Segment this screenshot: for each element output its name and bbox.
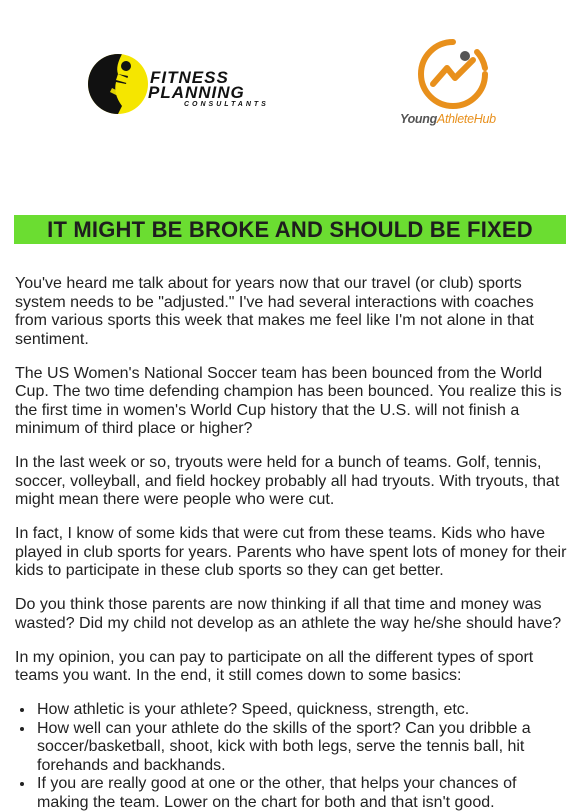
article-title: IT MIGHT BE BROKE AND SHOULD BE FIXED <box>47 217 533 242</box>
paragraph: The US Women's National Soccer team has been bounced from the World Cup. The two time defending champion has been bounced. You realize this is the first time in women's World Cup history that the U.S. will not finish a minimum of third place or higher? <box>15 364 562 437</box>
paragraph: Do you think those parents are now thinking if all that time and money was wasted? Did my child not develop as an athlete the way he/she should have? <box>15 596 562 632</box>
article-body <box>15 275 567 812</box>
yah-name-part1: Young <box>400 112 437 126</box>
fpc-wordmark <box>150 70 269 109</box>
yah-name-part2: AthleteHub <box>436 112 496 126</box>
list-item: • How athletic is your athlete? Speed, quickness, strength, etc. <box>35 701 567 720</box>
athlete-swoosh-icon <box>417 38 489 115</box>
list-item: • How well can your athlete do the skills of the sport? Can you dribble a soccer/basketball, shoot, kick with both legs, serve the tennis ball, hit forehands and backhands. <box>35 720 567 776</box>
fpc-line1: FITNESS <box>150 68 229 87</box>
article-title-bar <box>14 215 566 244</box>
young-athlete-hub-logo[interactable] <box>400 38 510 133</box>
paragraph: In the last week or so, tryouts were held for a bunch of teams. Golf, tennis, soccer, volleyball, and field hockey probably all had tryouts. With tryouts, that might mean there were people who were cut. <box>15 454 560 508</box>
email-header <box>0 0 580 150</box>
paragraph: You've heard me talk about for years now that our travel (or club) sports system needs to be "adjusted." I've had several interactions with coaches from various sports this week that makes me feel like I'm not alone in that sentiment. <box>15 275 534 348</box>
paragraph: In my opinion, you can pay to participate on all the different types of sport teams you want. In the end, it still comes down to some basics: <box>15 648 534 684</box>
runner-icon <box>88 54 148 114</box>
paragraph: In fact, I know of some kids that were cut from these teams. Kids who have played in club sports for years. Parents who have spent lots of money for their kids to participate in these club sports so they can get better. <box>15 525 567 579</box>
fitness-planning-consultants-logo[interactable] <box>88 52 283 118</box>
fpc-line3: CONSULTANTS <box>184 101 269 108</box>
yah-wordmark <box>400 112 496 126</box>
list-item: • If you are really good at one or the other, that helps your chances of making the team. Lower on the chart for both and that isn't good. <box>35 775 567 812</box>
fpc-line2: PLANNING <box>148 83 245 102</box>
basics-list <box>15 701 567 812</box>
